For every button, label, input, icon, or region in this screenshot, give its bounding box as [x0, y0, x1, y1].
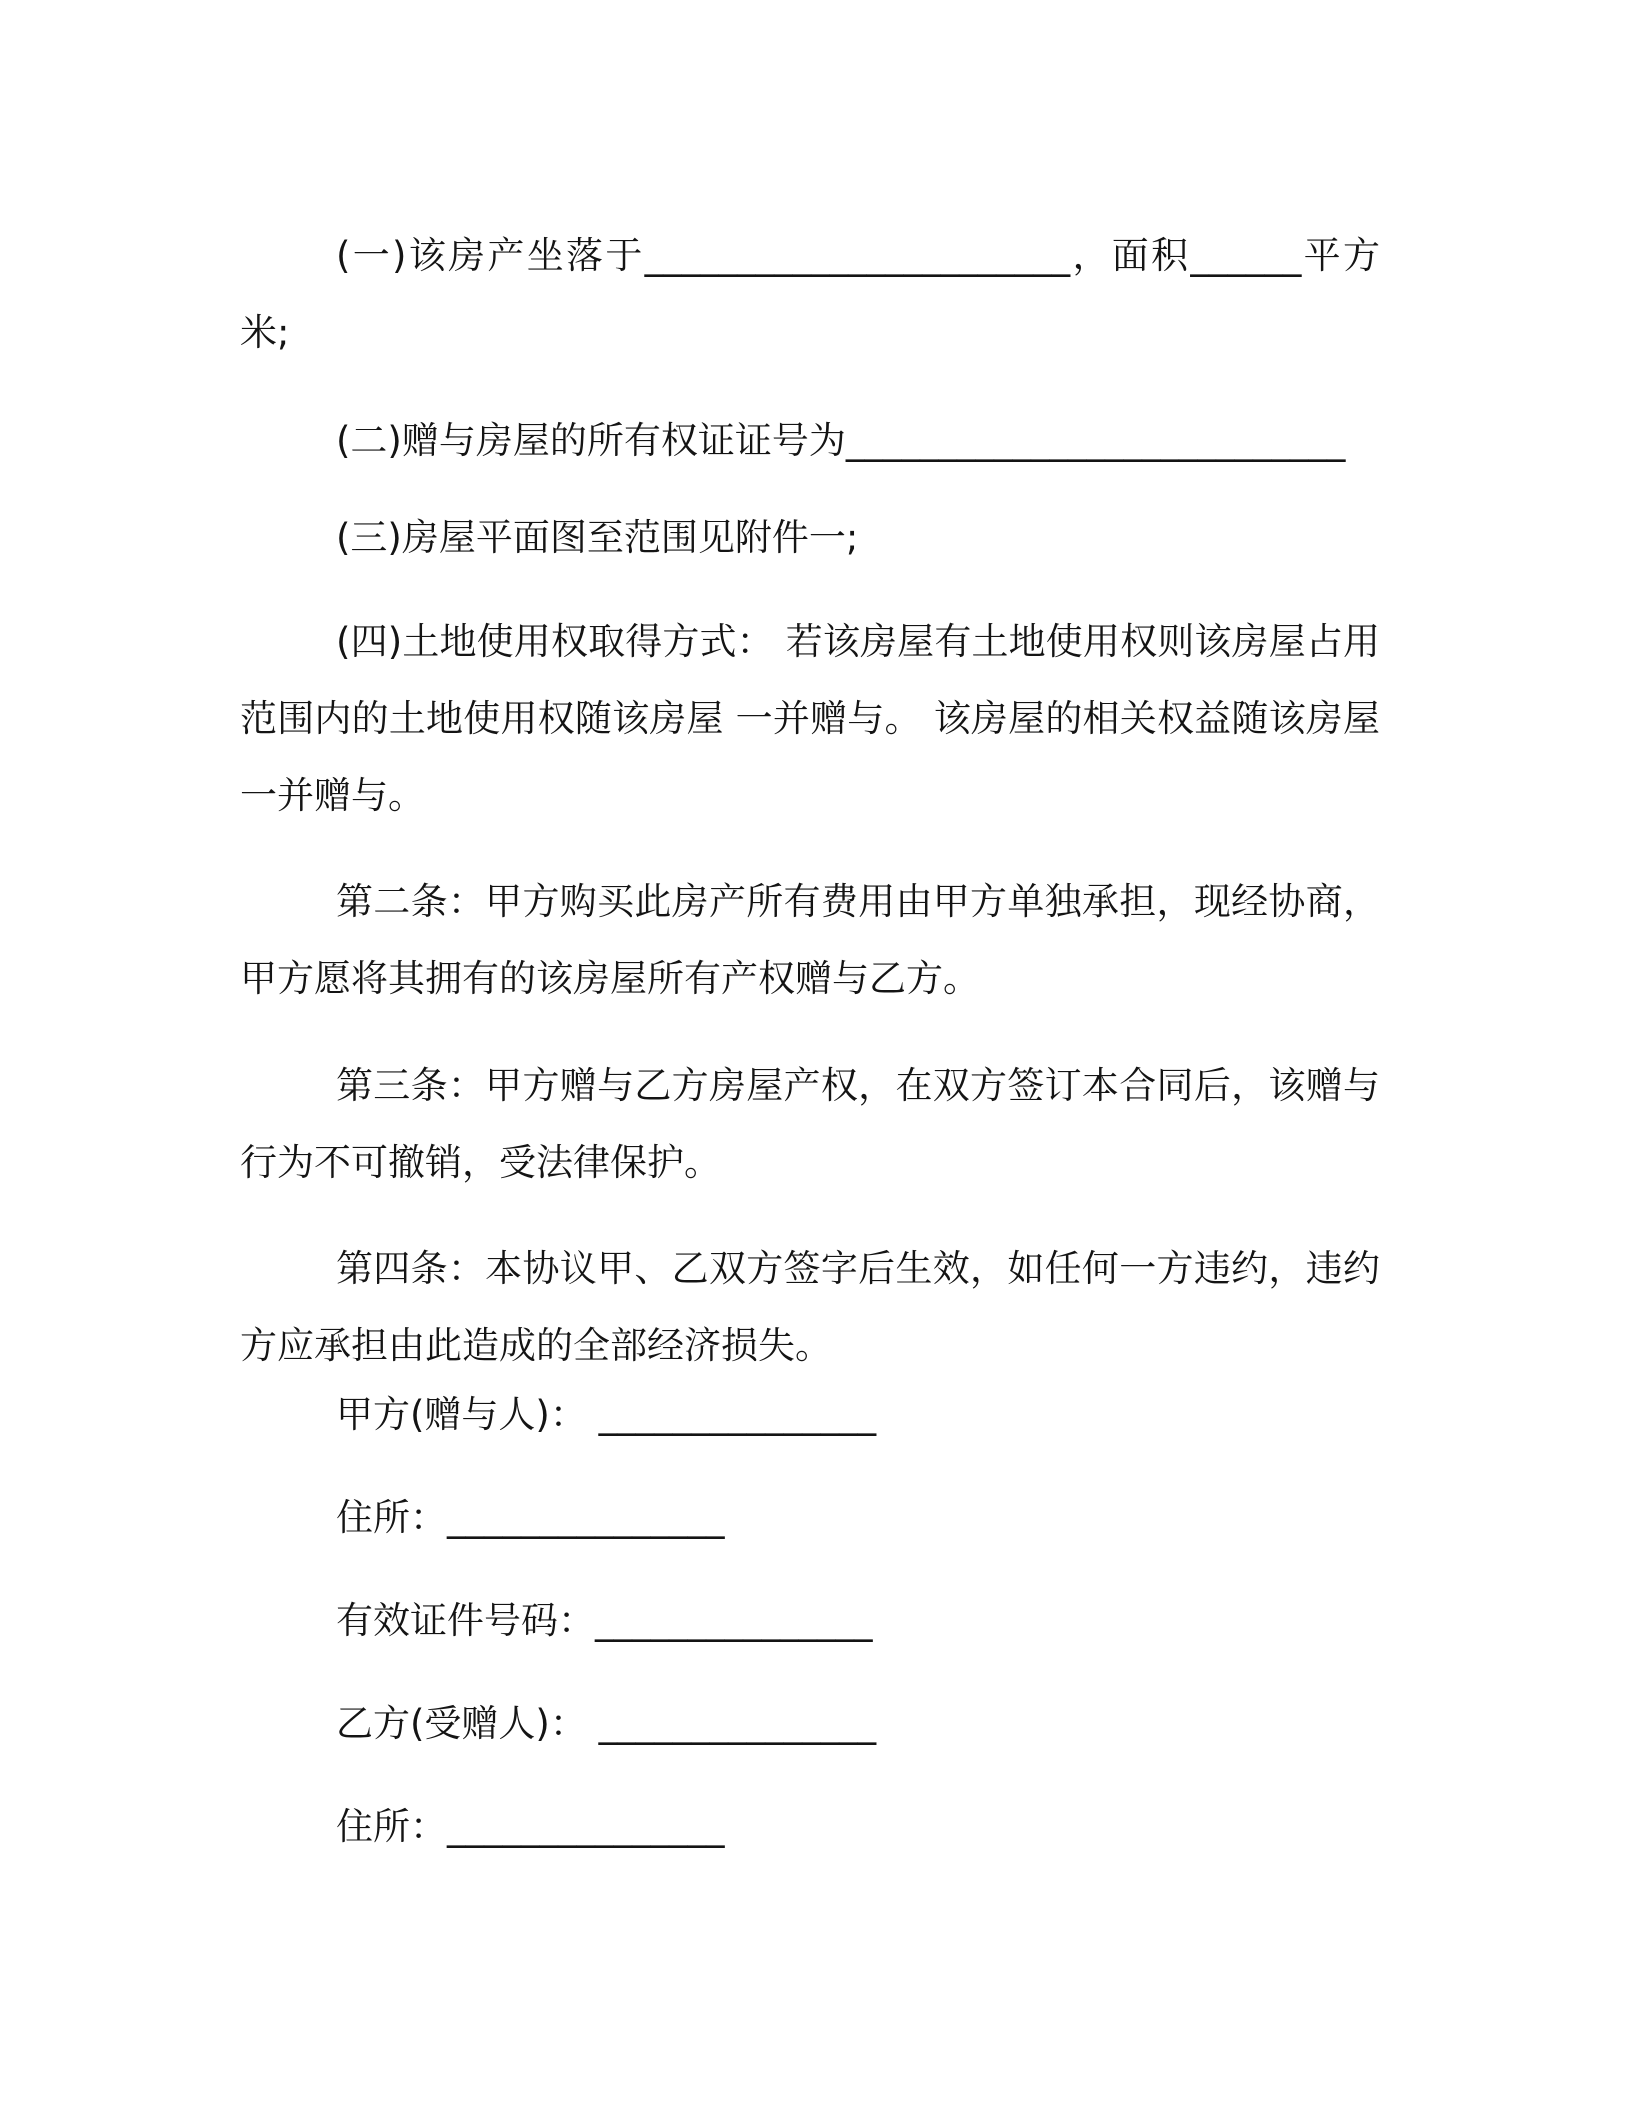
clause-item-4: (四)土地使用权取得方式： 若该房屋有土地使用权则该房屋占用范围内的土地使用权随该房屋 一并赠与。 该房屋的相关权益随该房屋一并赠与。: [240, 620, 1380, 817]
party-a-address: 住所：_______________: [336, 1496, 725, 1539]
article-3: 第三条：甲方赠与乙方房屋产权，在双方签订本合同后，该赠与行为不可撤销，受法律保护。: [240, 1064, 1380, 1184]
document-page: [240, 0, 1380, 2112]
article-4: 第四条：本协议甲、乙双方签字后生效，如任何一方违约，违约方应承担由此造成的全部经济损失。: [240, 1247, 1380, 1367]
article-2: 第二条：甲方购买此房产所有费用由甲方单独承担，现经协商，甲方愿将其拥有的该房屋所有产权赠与乙方。: [240, 880, 1380, 1000]
party-a-id-number: 有效证件号码：_______________: [336, 1599, 873, 1642]
clause-item-1: (一)该房产坐落于_______________________，面积______平方米;: [240, 234, 1380, 354]
party-b-signature: 乙方(受赠人)： _______________: [336, 1702, 877, 1745]
party-a-signature: 甲方(赠与人)： _______________: [336, 1393, 877, 1436]
clause-item-3: (三)房屋平面图至范围见附件一;: [336, 516, 859, 559]
party-b-address: 住所：_______________: [336, 1805, 725, 1848]
clause-item-2: (二)赠与房屋的所有权证证号为___________________________: [336, 419, 1346, 462]
